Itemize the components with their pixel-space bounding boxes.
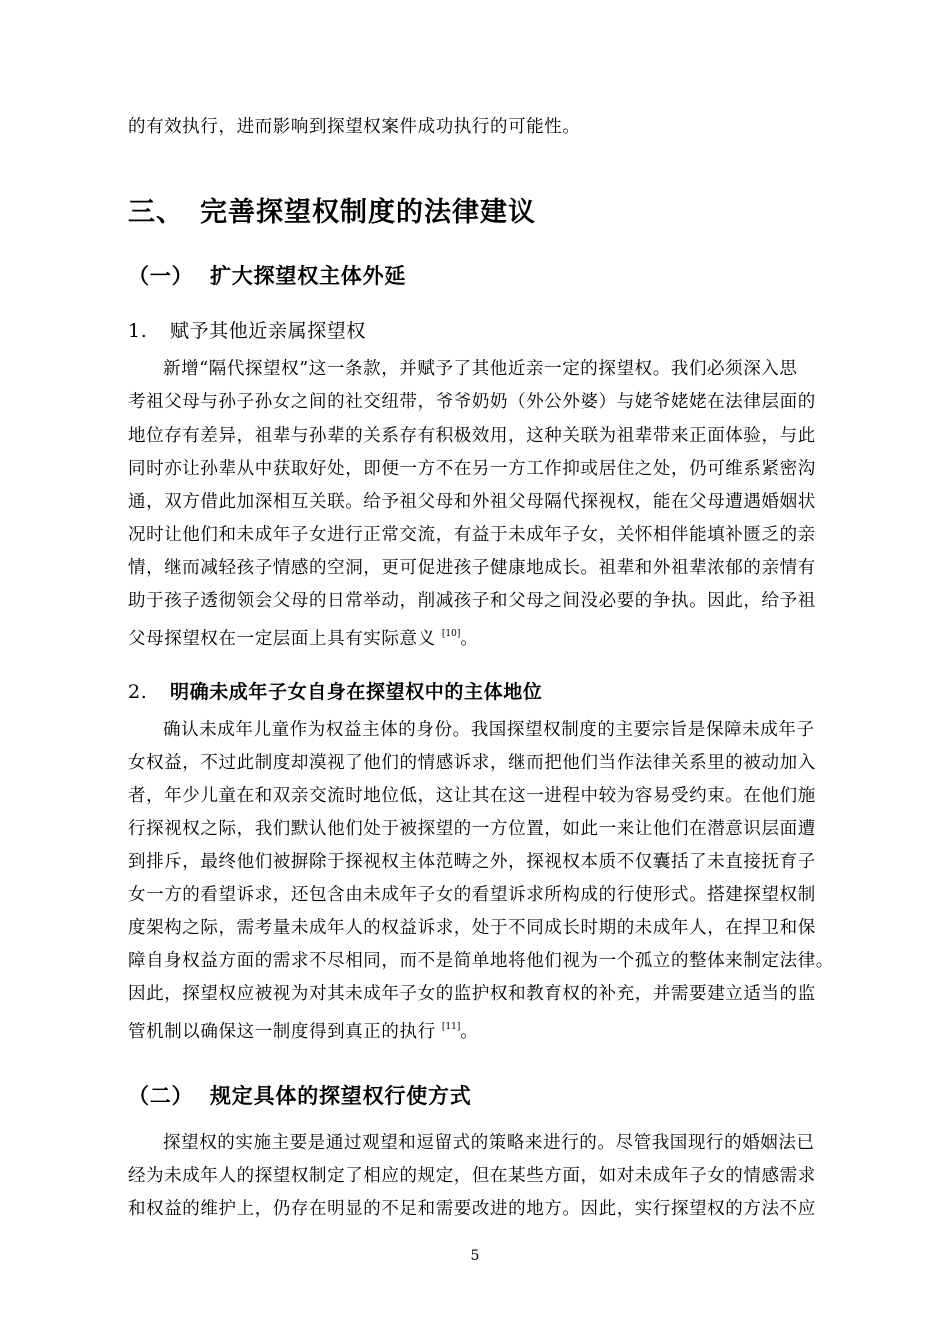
subsection-heading-2 — [128, 1080, 472, 1110]
paragraph-line: 同时亦让孙辈从中获取好处，即便一方不在另一方工作抑或居住之处，仍可维系紧密沟 — [128, 459, 816, 479]
subsection-number: （一） — [128, 264, 194, 288]
paragraph-line: 情，继而减轻孩子情感的空洞，更可促进孩子健康地成长。祖辈和外祖辈浓郁的亲情有 — [128, 558, 816, 578]
paragraph-line-last — [128, 1017, 478, 1042]
paragraph-line: 女权益，不过此制度却漠视了他们的情感诉求，继而把他们当作法律关系里的被动加入 — [128, 753, 816, 773]
item-number: 2. — [128, 681, 148, 703]
paragraph-line: 和权益的维护上，仍存在明显的不足和需要改进的地方。因此，实行探望权的方法不应 — [128, 1199, 816, 1219]
item-heading-2 — [128, 677, 542, 704]
paragraph-line: 考祖父母与孙子孙女之间的社交纽带，爷爷奶奶（外公外婆）与姥爷姥姥在法律层面的 — [128, 392, 816, 412]
paragraph-line: 确认未成年儿童作为权益主体的身份。我国探望权制度的主要宗旨是保障未成年子 — [163, 720, 815, 740]
line-end: 。 — [460, 629, 479, 649]
section-heading-3 — [128, 190, 536, 229]
paragraph-line: 经为未成年人的探望权制定了相应的规定，但在某些方面，如对未成年子女的情感需求 — [128, 1166, 816, 1186]
item-title: 明确未成年子女自身在探望权中的主体地位 — [170, 681, 543, 703]
citation: [11] — [441, 1022, 461, 1032]
paragraph-line: 新增“隔代探望权”这一条款，并赋予了其他近亲一定的探望权。我们必须深入思 — [163, 359, 798, 379]
intro-line: 的有效执行，进而影响到探望权案件成功执行的可能性。 — [128, 117, 581, 137]
paragraph-line: 地位存有差异，祖辈与孙辈的关系存有积极效用，这种关联为祖辈带来正面体验，与此 — [128, 426, 816, 446]
subsection-heading-1 — [128, 260, 406, 290]
paragraph-line-last — [128, 624, 478, 649]
section-title: 完善探望权制度的法律建议 — [200, 197, 536, 228]
paragraph-line: 度架构之际，需考量未成年人的权益诉求，处于不同成长时期的未成年人，在捍卫和保 — [128, 918, 816, 938]
item-number: 1. — [128, 320, 148, 342]
line-text: 父母探望权在一定层面上具有实际意义 — [128, 629, 436, 649]
section-number: 三、 — [128, 197, 184, 228]
paragraph-line: 到排斥，最终他们被摒除于探视权主体范畴之外，探视权本质不仅囊括了未直接抚育子 — [128, 852, 816, 872]
paragraph-line: 因此，探望权应被视为对其未成年子女的监护权和教育权的补充，并需要建立适当的监 — [128, 984, 816, 1004]
paragraph-line: 况时让他们和未成年子女进行正常交流，有益于未成年子女，关怀相伴能填补匮乏的亲 — [128, 525, 816, 545]
subsection-title: 扩大探望权主体外延 — [210, 264, 407, 288]
paragraph-line: 通，双方借此加深相互关联。给予祖父母和外祖父母隔代探视权，能在父母遭遇婚姻状 — [128, 492, 816, 512]
subsection-number: （二） — [128, 1084, 194, 1108]
page-number: 5 — [470, 1248, 480, 1264]
paragraph-line: 女一方的看望诉求，还包含由未成年子女的看望诉求所构成的行使形式。搭建探望权制 — [128, 885, 816, 905]
item-title: 赋予其他近亲属探望权 — [170, 320, 367, 342]
line-text: 管机制以确保这一制度得到真正的执行 — [128, 1022, 436, 1042]
paragraph-line: 探望权的实施主要是通过观望和逗留式的策略来进行的。尽管我国现行的婚姻法已 — [163, 1133, 815, 1153]
paragraph-line: 行探视权之际，我们默认他们处于被探望的一方位置，如此一来让他们在潜意识层面遭 — [128, 819, 816, 839]
citation: [10] — [441, 629, 461, 639]
line-end: 。 — [460, 1022, 479, 1042]
item-heading-1 — [128, 316, 366, 343]
paragraph-line: 者，年少儿童在和双亲交流时地位低，这让其在这一进程中较为容易受约束。在他们施 — [128, 786, 816, 806]
paragraph-line: 助于孩子透彻领会父母的日常举动，削减孩子和父母之间没必要的争执。因此，给予祖 — [128, 591, 816, 611]
paragraph-line: 障自身权益方面的需求不尽相同，而不是简单地将他们视为一个孤立的整体来制定法律。 — [128, 951, 834, 971]
subsection-title: 规定具体的探望权行使方式 — [210, 1084, 472, 1108]
